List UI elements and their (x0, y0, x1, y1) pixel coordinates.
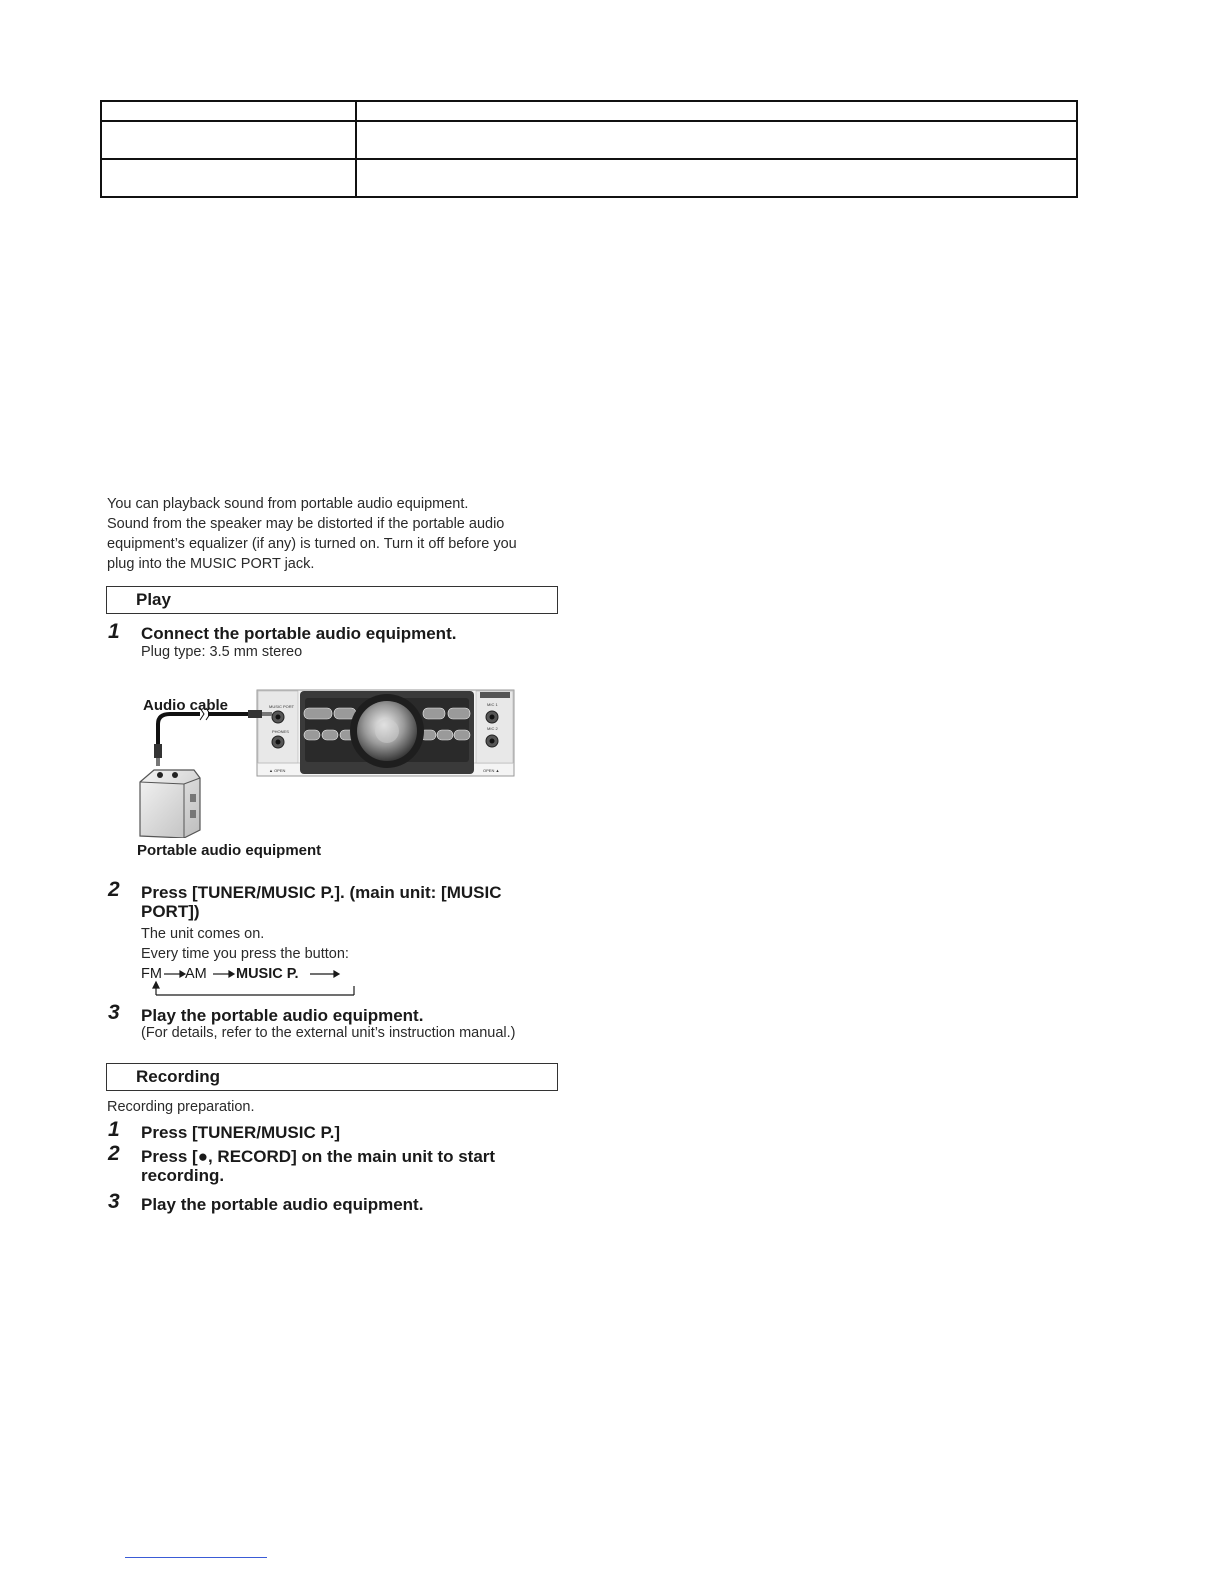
step-title-line: Press [TUNER/MUSIC P.]. (main unit: [MUSIC (141, 883, 502, 902)
table-cell (101, 121, 356, 159)
step-title (141, 883, 502, 921)
intro-paragraph (107, 494, 567, 574)
panel-label: MIC 2 (487, 726, 498, 731)
panel-label: OPEN ▲ (483, 768, 500, 773)
step-title: Play the portable audio equipment. (141, 1195, 424, 1214)
intro-line: plug into the MUSIC PORT jack. (107, 556, 315, 572)
step-detail: (For details, refer to the external unit’s instruction manual.) (141, 1025, 516, 1041)
step-title-line: PORT]) (141, 902, 200, 921)
source-cycle-diagram (141, 964, 371, 1000)
arrow-right-icon (229, 971, 234, 977)
arrow-right-icon (334, 971, 339, 977)
panel-label: MUSIC PORT (269, 704, 295, 709)
intro-line: equipment’s equalizer (if any) is turned on. Turn it off before you (107, 536, 517, 552)
step-number: 1 (108, 620, 120, 643)
portable-equipment-label: Portable audio equipment (137, 842, 322, 859)
panel-label: PHONES (272, 729, 289, 734)
audio-cable-icon (154, 708, 272, 766)
table-cell (101, 101, 356, 121)
cycle-am: AM (185, 966, 207, 982)
portable-device-icon (140, 770, 200, 838)
panel-label: ▲ OPEN (269, 768, 286, 773)
play-heading: Play (106, 586, 558, 614)
arrow-up-icon (153, 982, 159, 988)
step-number: 3 (108, 1190, 120, 1213)
table-cell (356, 101, 1077, 121)
cycle-fm: FM (141, 966, 162, 982)
step-title-line: Press [●, RECORD] on the main unit to start (141, 1147, 496, 1166)
recording-prep: Recording preparation. (107, 1099, 255, 1115)
intro-line: Sound from the speaker may be distorted if the portable audio (107, 516, 505, 532)
step-detail: Every time you press the button: (141, 946, 349, 962)
connection-diagram (130, 686, 520, 838)
step-title: Press [TUNER/MUSIC P.] (141, 1123, 341, 1142)
step-number: 3 (108, 1001, 120, 1024)
header-table (100, 100, 1078, 198)
audio-cable-label: Audio cable (143, 697, 229, 714)
main-unit-panel (257, 690, 514, 776)
step-title-line: recording. (141, 1166, 225, 1185)
step-title: Play the portable audio equipment. (141, 1006, 424, 1025)
footer-link[interactable] (125, 1557, 267, 1558)
step-detail: The unit comes on. (141, 926, 265, 942)
panel-label: MIC 1 (487, 702, 498, 707)
step-detail: Plug type: 3.5 mm stereo (141, 644, 303, 660)
table-cell (356, 159, 1077, 197)
recording-heading: Recording (106, 1063, 558, 1091)
table-cell (356, 121, 1077, 159)
table-cell (101, 159, 356, 197)
intro-line: You can playback sound from portable audio equipment. (107, 496, 469, 512)
step-number: 2 (108, 1142, 120, 1165)
step-number: 2 (108, 878, 120, 901)
step-title: Connect the portable audio equipment. (141, 624, 457, 643)
step-title (141, 1147, 495, 1185)
cycle-music-port: MUSIC P. (236, 966, 299, 982)
arrow-right-icon (180, 971, 185, 977)
step-number: 1 (108, 1118, 120, 1141)
cycle-arrows (141, 964, 371, 1000)
